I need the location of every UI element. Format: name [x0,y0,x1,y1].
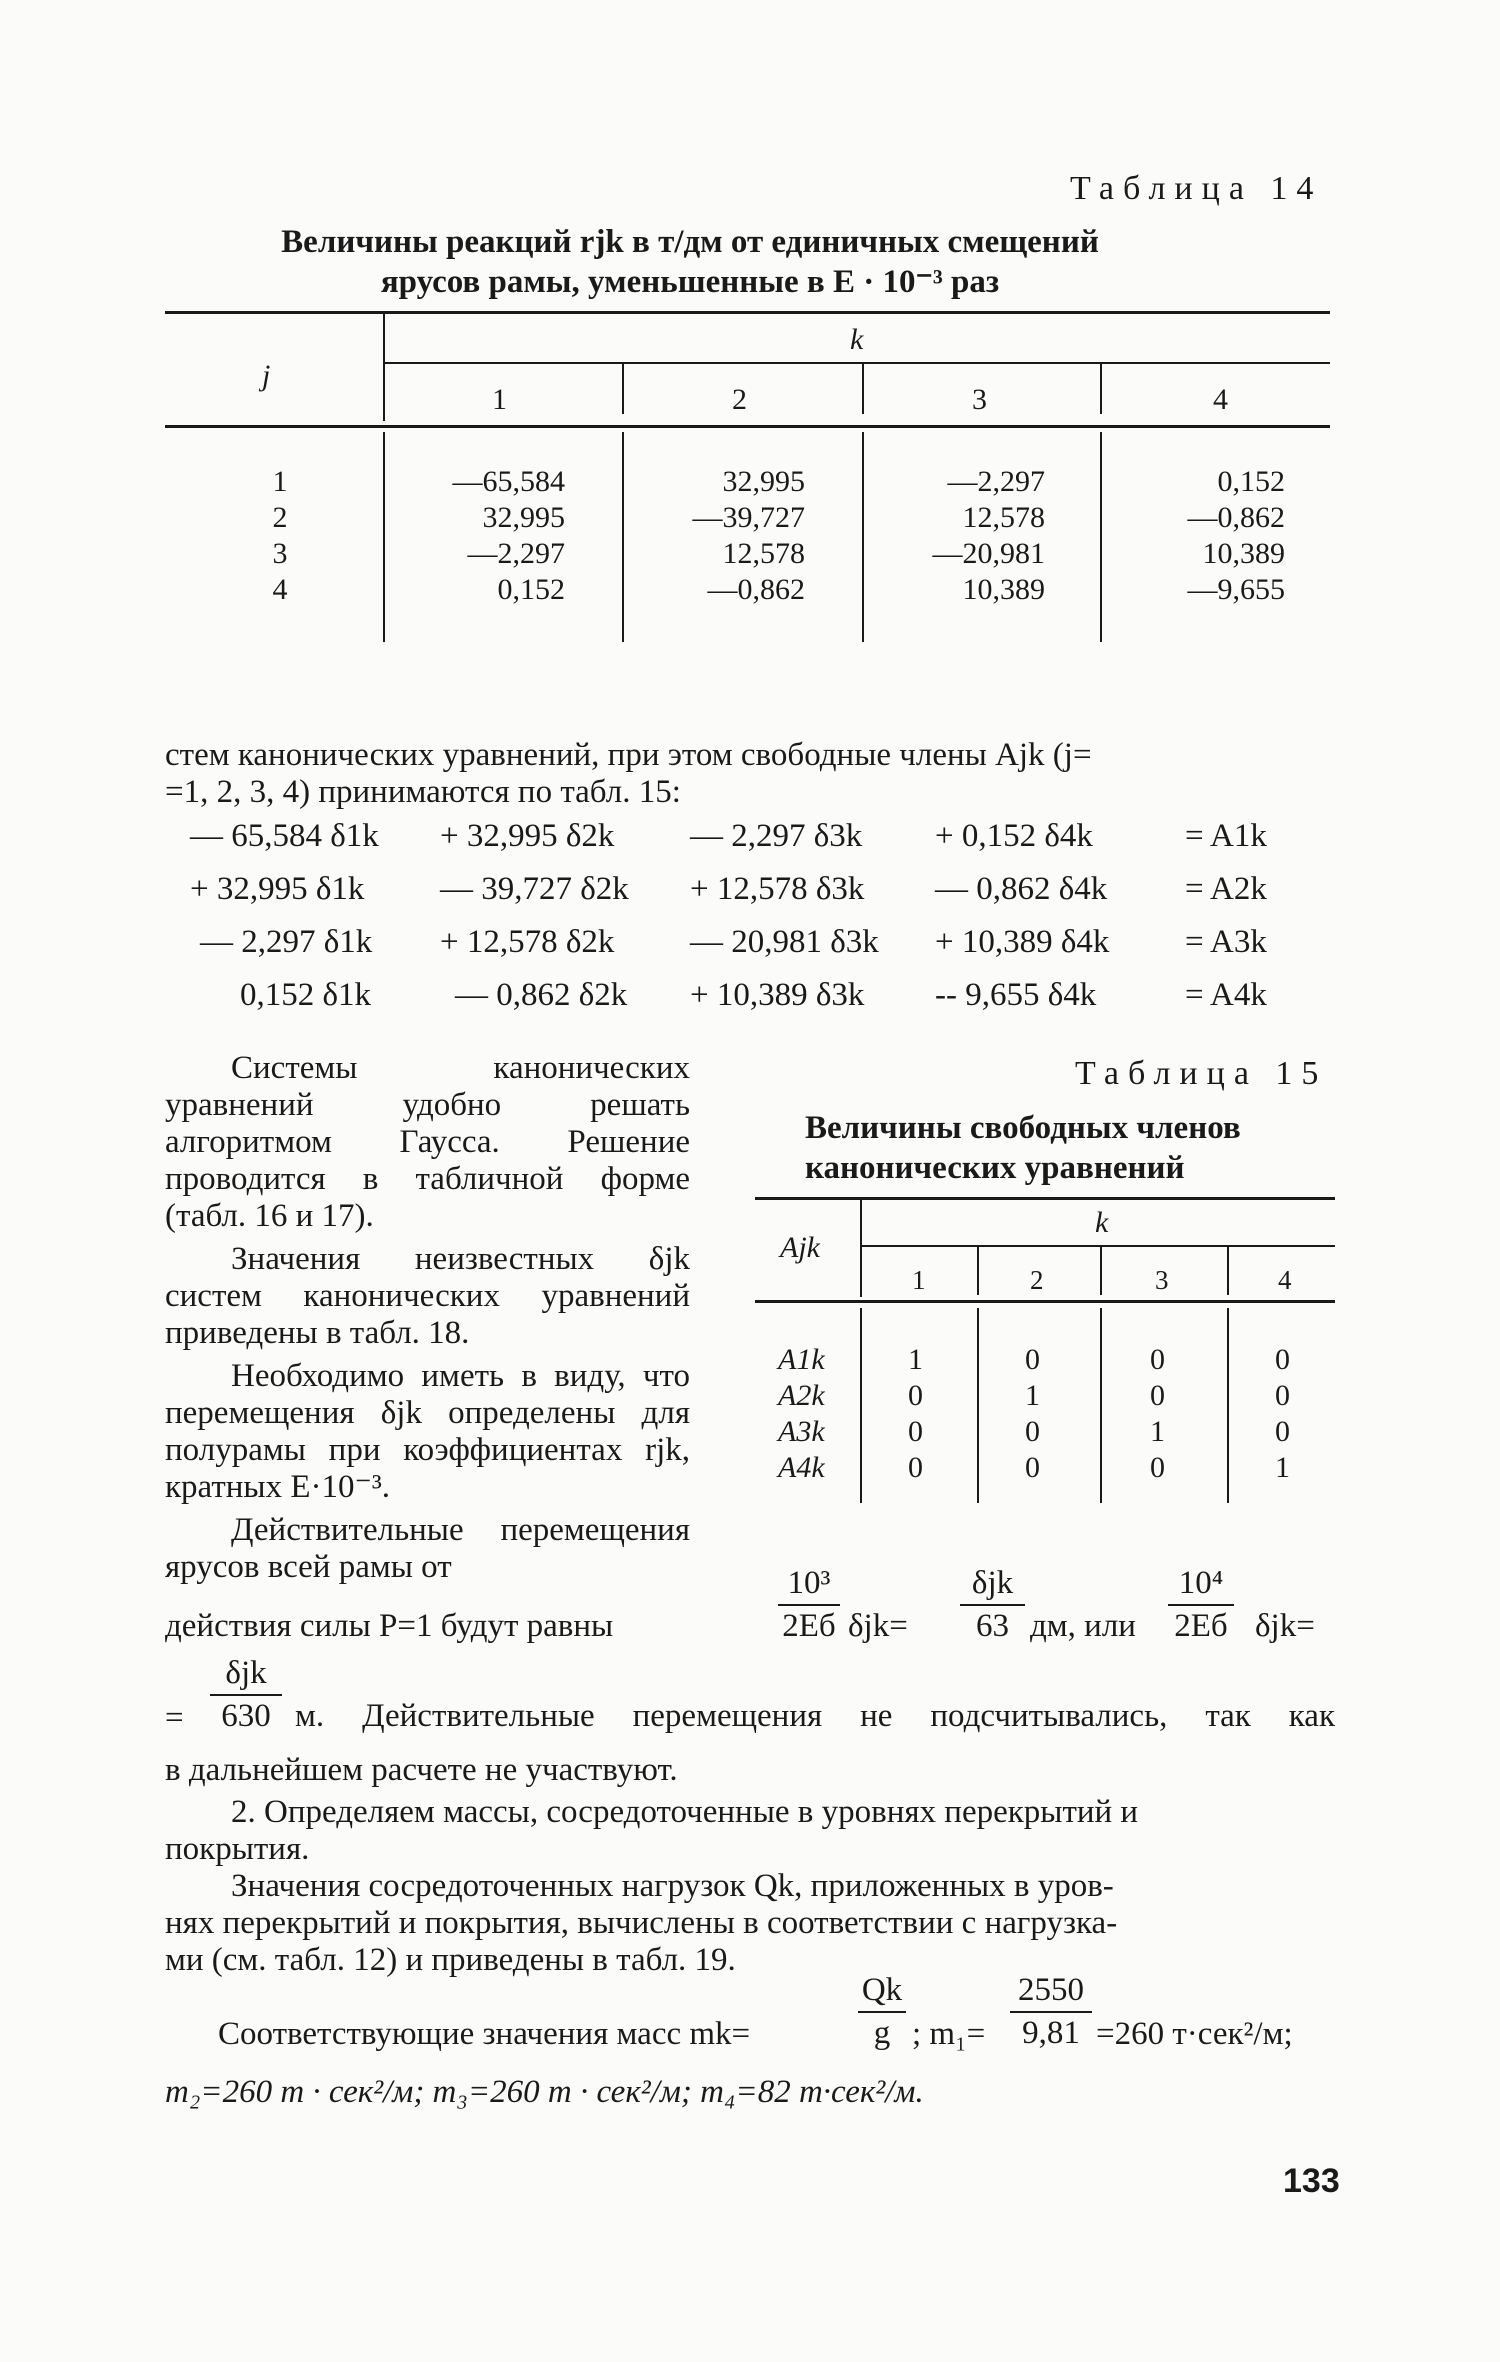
table15-cell: 1 [1150,1415,1165,1448]
formula1-mid1: δjk= [848,1608,908,1644]
table15-cell: 0 [908,1415,923,1448]
table15-cell: 0 [1150,1451,1165,1484]
eq-term: + 12,578 δ2k [440,924,615,960]
eq-term: — 20,981 δ3k [690,924,879,960]
formula2-lead: Соответствующие значения масс mk= [218,2016,751,2052]
fraction-numerator: δjk [225,1655,267,1691]
table15-row-label: A2k [778,1379,825,1412]
table15-cell: 0 [1025,1343,1040,1376]
table15-title [745,1108,1295,1188]
para2-line2: покрытия. [165,1831,310,1867]
table15-row-label: A1k [778,1343,825,1376]
left-para-3: Необходимо иметь в виду, что перемещения δjk определены для полурамы при коэффициентах rjk, кратных E·10⁻³. [165,1358,690,1505]
formula1-mid2: дм, или [1030,1608,1136,1644]
table15-col-3: 3 [1155,1265,1169,1295]
table15-col-4: 4 [1278,1265,1292,1295]
table14-cell: —0,862 [707,573,805,606]
table15-row-label: A4k [778,1451,825,1484]
table14-header-rule [165,425,1330,428]
table14-hdr-div3 [1100,364,1102,414]
formula2-tail: =260 т·сек²/м; [1096,2016,1293,2052]
eq-term: = A3k [1185,924,1267,960]
table15-hdr-div1 [977,1247,979,1295]
fraction-bar [1010,2011,1092,2013]
table15-cell: 0 [1025,1415,1040,1448]
table14-col-group: k [850,323,864,356]
table14-cell: 10,389 [1202,537,1285,570]
formula1-tail: δjk= [1255,1608,1315,1644]
table14-cell: —0,862 [1187,501,1285,534]
table15-cell: 1 [908,1343,923,1376]
table14-col-4: 4 [1213,383,1228,416]
table14-cell: —9,655 [1187,573,1285,606]
fraction-denominator: 9,81 [1022,2015,1080,2051]
table14-row-label: 3 [272,537,288,570]
table14-col-3: 3 [972,383,987,416]
table14-cell: —20,981 [932,537,1045,570]
eq-term: + 0,152 δ4k [935,818,1093,854]
formula2-line2: m₂=260 т · сек²/м; m₃=260 т · сек²/м; m₄=82 т·сек²/м. [165,2074,924,2110]
formula1-cont: м. Действительные перемещения не подсчитывались, так как [295,1698,1335,1734]
table15-row-header: Ajk [780,1231,820,1264]
fraction-numerator: δjk [971,1565,1014,1601]
table14-stub-divider [383,311,385,421]
table14-cell: —65,584 [452,465,565,498]
fraction-denominator: 630 [221,1698,271,1734]
intro-line2: =1, 2, 3, 4) принимаются по табл. 15: [165,774,681,810]
eq-term: = A2k [1185,871,1267,907]
table14-cell: 0,152 [497,573,565,606]
table15-cell: 0 [1275,1415,1290,1448]
table15-cell: 0 [1150,1379,1165,1412]
left-para-4: Действительные перемещения ярусов всей рамы от [165,1512,690,1585]
table14-row-label: 4 [272,573,288,606]
table15-cell: 0 [1025,1451,1040,1484]
eq-term: 0,152 δ1k [240,977,372,1013]
para2 [165,1794,1335,1979]
table14-cell: —2,297 [467,537,565,570]
fraction-bar [960,1604,1025,1606]
left-para-1: Системы канонических уравнений удобно решать алгоритмом Гаусса. Решение проводится в табличной форме (табл. 16 и 17). [165,1050,690,1234]
table15-cell: 1 [1275,1451,1290,1484]
fraction-numerator: Qk [861,1972,903,2008]
table15-body-div3 [1227,1308,1229,1503]
table14-row-label: 1 [272,465,288,498]
eq-term: = A1k [1185,818,1267,854]
table15-row-label: A3k [778,1415,825,1448]
fraction [1168,1565,1234,1645]
table15-col-group: k [1095,1206,1109,1239]
fraction-numerator: 10⁴ [1178,1565,1224,1601]
table15-cell: 0 [908,1379,923,1412]
table15-top-rule [755,1197,1335,1200]
formula1-lead: действия силы P=1 будут равны [165,1608,614,1644]
table14-hdr-div1 [622,364,624,414]
table14-body-div3 [1100,432,1102,642]
table15-cell: 1 [1025,1379,1040,1412]
fraction-bar [1168,1604,1234,1606]
table14-cell: 32,995 [722,465,805,498]
table14-top-rule [165,311,1330,314]
fraction-denominator: 2Eб [782,1608,836,1644]
fraction [960,1565,1025,1645]
para2-line1: 2. Определяем массы, сосредоточенные в уровнях перекрытий и [231,1794,1139,1830]
table14-title [160,222,1220,302]
table15-cell: 0 [1150,1343,1165,1376]
eq-term: — 2,297 δ3k [690,818,863,854]
eq-term: — 0,862 δ2k [455,977,628,1013]
table14-k-rule [383,362,1330,364]
fraction-numerator: 2550 [1018,1972,1084,2008]
table14-cell: 0,152 [1217,465,1285,498]
eq-term: — 2,297 δ1k [200,924,373,960]
table15-k-rule [860,1245,1335,1247]
left-column [165,1050,690,1586]
fraction-denominator: g [873,2015,891,2051]
table14-row-label: 2 [272,501,288,534]
table15-hdr-div2 [1100,1247,1102,1295]
table14-cell: —2,297 [947,465,1045,498]
table15-cell: 0 [908,1451,923,1484]
intro-line1: стем канонических уравнений, при этом свободные члены Ajk (j= [165,737,1092,773]
table15-body-div0 [860,1308,862,1503]
eq-term: -- 9,655 δ4k [935,977,1097,1013]
table15-col-2: 2 [1030,1265,1044,1295]
eq-term: + 10,389 δ4k [935,924,1110,960]
table14-cell: 32,995 [482,501,565,534]
fraction-bar [210,1694,282,1696]
table14-caption: Таблица 14 [1070,170,1323,207]
table15-stub-divider [860,1197,862,1297]
eq-term: — 39,727 δ2k [440,871,629,907]
fraction [210,1655,282,1735]
para2-line3: Значения сосредоточенных нагрузок Qk, приложенных в уров- [231,1868,1114,1904]
table14-body-div0 [383,432,385,642]
fraction-denominator: 2Eб [1174,1608,1228,1644]
fraction-numerator: 10³ [787,1565,831,1601]
table14-title-line1: Величины реакций rjk в т/дм от единичных смещений [281,224,1099,260]
fraction [858,1972,906,2052]
table14-row-header: j [262,359,271,392]
eq-term: + 10,389 δ3k [690,977,865,1013]
table15-col-1: 1 [912,1265,926,1295]
eq-term: = A4k [1185,977,1267,1013]
table15-header-rule [755,1300,1335,1303]
table14-cell: —39,727 [692,501,805,534]
table15-cell: 0 [1275,1379,1290,1412]
table14-col-1: 1 [492,383,507,416]
eq-term: + 12,578 δ3k [690,871,865,907]
table14-title-line2: ярусов рамы, уменьшенные в E · 10⁻³ раз [380,264,1000,300]
table14-hdr-div2 [862,364,864,414]
fraction [1010,1972,1092,2052]
fraction-denominator: 63 [976,1608,1009,1644]
fraction [778,1565,840,1645]
para2-line5: ми (см. табл. 12) и приведены в табл. 19. [165,1942,736,1978]
page-number: 133 [1283,2162,1340,2200]
table14-cell: 12,578 [962,501,1045,534]
table14-col-2: 2 [732,383,747,416]
eq-term: — 0,862 δ4k [935,871,1108,907]
table14-body-div2 [862,432,864,642]
formula2-mid: ; m₁= [912,2016,986,2052]
table15-caption: Таблица 15 [1075,1055,1328,1092]
eq-term: + 32,995 δ1k [190,871,365,907]
formula1-eq-sign: = [165,1700,184,1736]
fraction-bar [858,2011,906,2013]
fraction-bar [778,1604,840,1606]
table14-body-div1 [622,432,624,642]
eq-term: + 32,995 δ2k [440,818,615,854]
para2-line4: нях перекрытий и покрытия, вычислены в соответствии с нагрузка- [165,1905,1118,1941]
table14-cell: 10,389 [962,573,1045,606]
intro-text [165,737,1335,811]
left-para-2: Значения неизвестных δjk систем канонических уравнений приведены в табл. 18. [165,1241,690,1351]
table15-body-div1 [977,1308,979,1503]
table15-hdr-div3 [1227,1247,1229,1295]
formula1-cont2: в дальнейшем расчете не участвуют. [165,1752,678,1788]
table14-cell: 12,578 [722,537,805,570]
table15-cell: 0 [1275,1343,1290,1376]
table15-title-line1: Величины свободных членов [805,1110,1241,1146]
eq-term: — 65,584 δ1k [190,818,379,854]
table15-title-line2: канонических уравнений [805,1150,1185,1186]
table15-body-div2 [1100,1308,1102,1503]
